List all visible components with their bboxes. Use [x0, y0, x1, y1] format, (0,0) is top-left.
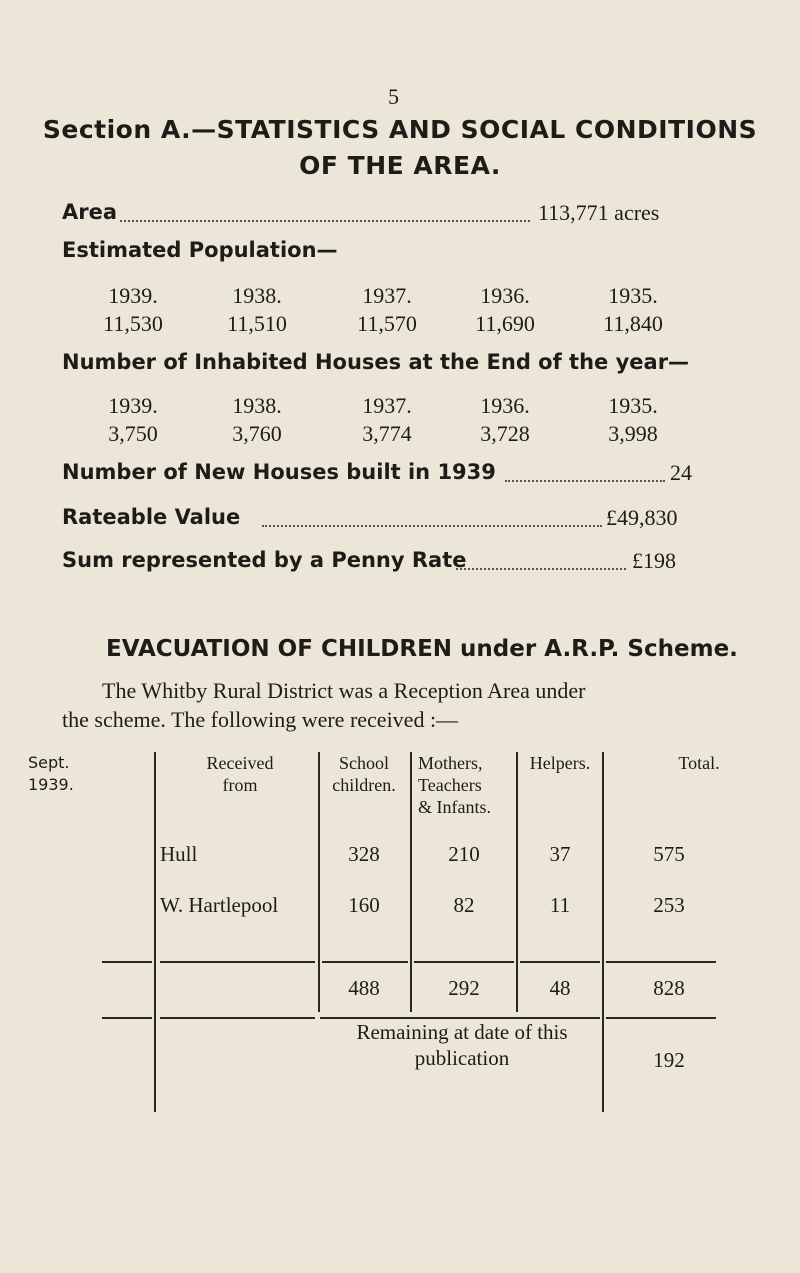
row-helpers: 37	[549, 842, 571, 866]
column-rule	[154, 752, 156, 1112]
remaining-rule	[320, 1017, 600, 1019]
column-rule	[516, 752, 518, 1012]
population-year: 1937.	[362, 283, 412, 308]
remaining-rule	[102, 1017, 152, 1019]
penny-rate-leader	[456, 568, 626, 570]
houses-label: Number of Inhabited Houses at the End of the year—	[62, 350, 690, 374]
new-houses-leader	[505, 480, 665, 482]
houses-value: 3,728	[480, 421, 530, 446]
population-value: 11,570	[357, 311, 417, 336]
header-helpers: Helpers.	[529, 753, 591, 773]
remaining-value: 192	[653, 1048, 685, 1072]
remaining-label: Remaining at date of this	[356, 1020, 568, 1044]
penny-rate-label: Sum represented by a Penny Rate	[62, 548, 467, 572]
area-value: 113,771 acres	[538, 200, 660, 225]
rateable-value: £49,830	[606, 505, 678, 530]
remaining-label-continued: publication	[414, 1046, 510, 1070]
area-label: Area	[62, 200, 118, 224]
new-houses-label: Number of New Houses built in 1939	[62, 460, 496, 484]
row-total: 575	[653, 842, 685, 866]
new-houses-value: 24	[670, 460, 692, 485]
houses-value: 3,774	[362, 421, 412, 446]
header-mothers: Mothers,	[418, 753, 483, 773]
header-teachers: Teachers	[418, 775, 482, 795]
houses-year: 1938.	[232, 393, 282, 418]
rateable-label: Rateable Value	[62, 505, 241, 529]
header-school: School	[338, 753, 389, 773]
houses-year: 1936.	[480, 393, 530, 418]
population-value: 11,530	[103, 311, 163, 336]
column-rule	[410, 752, 412, 1012]
column-rule	[318, 752, 320, 1012]
penny-rate-value: £198	[632, 548, 676, 573]
row-mothers: 82	[453, 893, 475, 917]
total-total: 828	[653, 976, 685, 1000]
population-label: Estimated Population—	[62, 238, 338, 262]
houses-year: 1937.	[362, 393, 412, 418]
remaining-rule	[160, 1017, 315, 1019]
row-school: 328	[348, 842, 380, 866]
page-number: 5	[388, 84, 399, 109]
houses-year: 1935.	[608, 393, 658, 418]
row-from: W. Hartlepool	[160, 893, 279, 917]
totals-rule	[606, 961, 716, 963]
header-year: 1939.	[28, 775, 74, 794]
evacuation-paragraph-line2: the scheme. The following were received :—	[62, 707, 459, 732]
section-heading-continued: OF THE AREA.	[299, 151, 501, 180]
population-value: 11,690	[475, 311, 535, 336]
section-heading: Section A.—STATISTICS AND SOCIAL CONDITIONS	[42, 115, 758, 144]
rateable-leader	[262, 525, 602, 527]
evacuation-paragraph-line1: The Whitby Rural District was a Reception Area under	[102, 678, 586, 703]
total-mothers: 292	[448, 976, 480, 1000]
evacuation-heading: EVACUATION OF CHILDREN under A.R.P. Scheme.	[106, 636, 738, 662]
header-children: children.	[332, 775, 396, 795]
population-year: 1938.	[232, 283, 282, 308]
total-helpers: 48	[549, 976, 571, 1000]
houses-value: 3,998	[608, 421, 658, 446]
row-from: Hull	[160, 842, 198, 866]
header-from: from	[222, 775, 258, 795]
totals-rule	[322, 961, 408, 963]
population-year: 1935.	[608, 283, 658, 308]
totals-rule	[160, 961, 315, 963]
totals-rule	[520, 961, 600, 963]
houses-value: 3,760	[232, 421, 282, 446]
total-school: 488	[348, 976, 380, 1000]
header-infants: & Infants.	[418, 797, 491, 817]
header-total: Total.	[678, 753, 720, 773]
population-year: 1939.	[108, 283, 158, 308]
houses-value: 3,750	[108, 421, 158, 446]
population-year: 1936.	[480, 283, 530, 308]
header-received: Received	[206, 753, 274, 773]
houses-year: 1939.	[108, 393, 158, 418]
row-total: 253	[653, 893, 685, 917]
area-leader	[120, 220, 530, 222]
row-mothers: 210	[448, 842, 480, 866]
totals-rule	[102, 961, 152, 963]
totals-rule	[414, 961, 514, 963]
header-sept: Sept.	[28, 753, 70, 772]
row-helpers: 11	[549, 893, 571, 917]
population-value: 11,840	[603, 311, 663, 336]
population-value: 11,510	[227, 311, 287, 336]
row-school: 160	[348, 893, 380, 917]
remaining-rule	[606, 1017, 716, 1019]
